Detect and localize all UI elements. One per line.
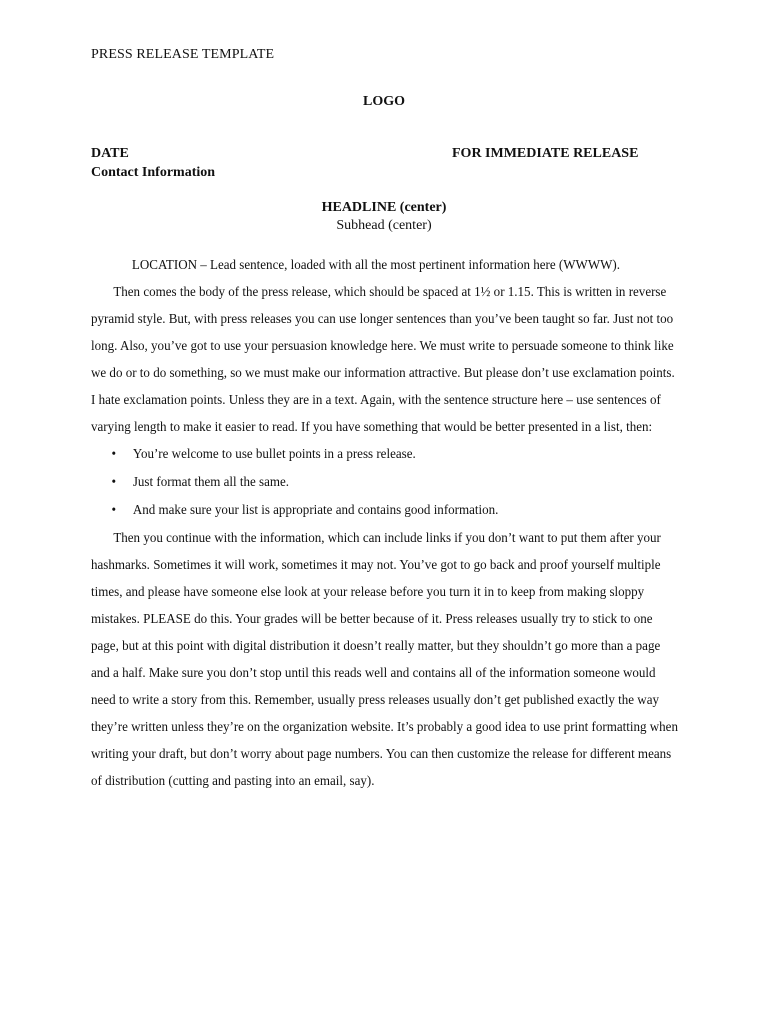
bullet-list (91, 441, 681, 525)
bullet-icon: • (111, 475, 117, 490)
contact-information: Contact Information (91, 165, 216, 180)
subhead: Subhead (center) (336, 218, 432, 233)
document-label: PRESS RELEASE TEMPLATE (91, 47, 275, 62)
body-paragraph-2: Then you continue with the information, which can include links if you don’t want to put them after your hashmarks. Sometimes it will work, sometimes it may not. You’ve got to go back and proof yourself multiple times, and please have someone else look at your release before you turn it in to keep from making sloppy mistakes. PLEASE do this. Your grades will be better because of it. Press releases usually try to stick to one page, but at this point with digital distribution it doesn’t really matter, but they shouldn’t go more than a page and a half. Make sure you don’t stop until this reads well and contains all of the information someone would need to write a story from this. Remember, usually press releases usually don’t get published exactly the way they’re written unless they’re on the organization website. It’s probably a good idea to use print formatting when writing your draft, but don’t worry about page numbers. You can then customize the release for different means of distribution (cutting and pasting into an email, say). (91, 531, 678, 789)
list-item (111, 497, 680, 525)
bullet-icon: • (111, 447, 117, 462)
body-text (91, 252, 681, 795)
list-item (111, 441, 680, 469)
list-item-text: And make sure your list is appropriate and contains good information. (132, 503, 499, 518)
body-paragraph-1: Then comes the body of the press release, which should be spaced at 1½ or 1.15. This is written in reverse pyramid style. But, with press releases you can use longer sentences than you’ve been taught so far. Just not too long. Also, you’ve got to use your persuasion knowledge here. We must write to persuade someone to think like we do or to do something, so we must make our information attractive. But please don’t use exclamation points. I hate exclamation points. Unless they are in a text. Again, with the sentence structure here – use sentences of varying length to make it easier to read. If you have something that would be better presented in a list, then: (91, 285, 675, 435)
headline: HEADLINE (center) (321, 200, 447, 215)
bullet-icon: • (111, 503, 117, 518)
lead-paragraph: LOCATION – Lead sentence, loaded with all the most pertinent information here (WWWW). (131, 258, 621, 273)
list-item-text: You’re welcome to use bullet points in a press release. (132, 447, 416, 462)
logo-placeholder: LOGO (362, 94, 405, 109)
list-item (111, 469, 680, 497)
list-item-text: Just format them all the same. (132, 475, 290, 490)
date-placeholder: DATE (91, 146, 129, 161)
release-notice: FOR IMMEDIATE RELEASE (452, 146, 639, 161)
